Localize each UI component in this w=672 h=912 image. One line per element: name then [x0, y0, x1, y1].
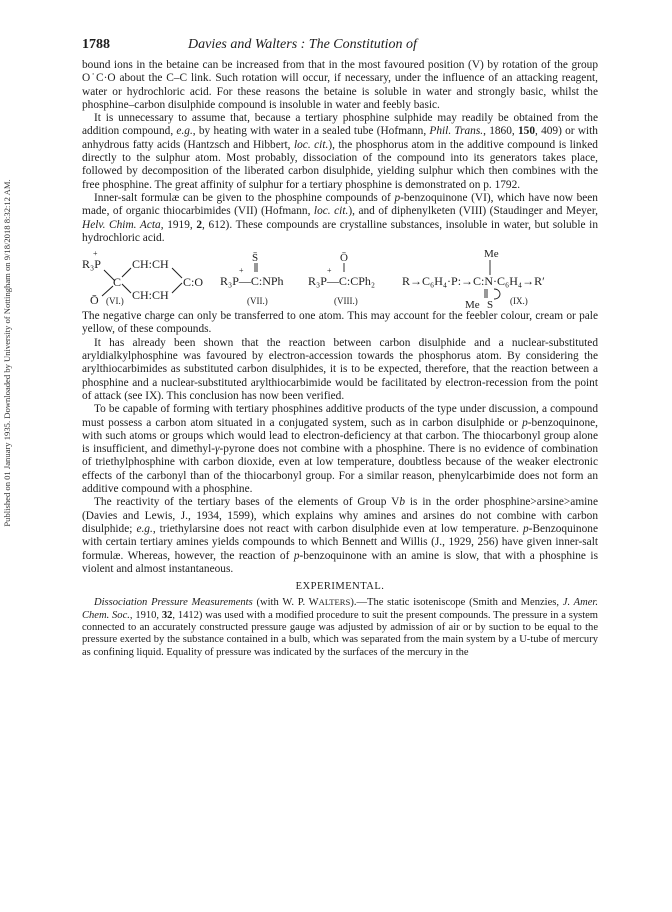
structural-formulas: [82, 248, 598, 308]
svg-text:Ō: Ō: [90, 293, 99, 308]
running-header: [82, 37, 598, 59]
formula-ix-label: (IX.): [510, 296, 528, 307]
svg-text:R₃P—C:NPh: R₃P—C:NPh: [220, 274, 284, 289]
svg-text:S̄: S̄: [252, 252, 259, 265]
svg-text:CH:CH: CH:CH: [132, 257, 169, 272]
paragraph-negative-charge: The negative charge can only be transferred to one atom. This may account for the feebler colour, cream or pale yellow, of these compounds.: [82, 310, 598, 336]
download-watermark-text: Published on 01 January 1935. Downloaded by University of Nottingham on 9/18/2018 8:32:12 AM.: [2, 179, 12, 527]
formula-vi-label: (VI.): [106, 296, 124, 307]
formula-viii: [308, 252, 375, 288]
svg-text:S: S: [487, 299, 494, 309]
paragraph-electron-accession: It has already been shown that the reaction between carbon disulphide and a nuclear-substituted aryldialkylphosphine was favoured by electron-accession towards the phosphorus atom. By considering the arylthiocarbimides as substituted carbon disulphides, it is to be expected, therefore, that the reaction between a phosphine and a nuclear-substituted arylthiocarbimide would be facilitated by electron-recession from the point of attack (see IX). This conclusion has now been verified.: [82, 336, 598, 402]
svg-text:C:O: C:O: [183, 275, 204, 290]
paragraph-inner-salt: Inner-salt formulæ can be given to the phosphine compounds of p-benzoquinone (VI), which have now been made, of organic thiocarbimides (VII) (Hofmann, loc. cit.), and of diphenylketen (VIII) (Staudinger and Meyer, Helv. Chim. Acta, 1919, 2, 612). These compounds are crystalline substances, insoluble in water, but soluble in hydrochloric acid.: [82, 191, 598, 244]
paragraph-betaine: bound ions in the betaine can be increased from that in the most favoured position (V) by rotation of the group O˙C·O about the C–C link. Such rotation will occur, if necessary, under the influence of an attacking reagent, water or hydrochloric acid. For these reasons the betaine is soluble in water and strongly basic, whilst the phosphine–carbon disulphide compound is insoluble in water and feebly basic.: [82, 59, 598, 111]
running-title: Davies and Walters : The Constitution of: [188, 37, 417, 52]
formula-vi: [82, 249, 203, 307]
paragraph-phosphine-sulphide: It is unnecessary to assume that, because a tertiary phosphine sulphide may readily be obtained from the addition compound, e.g., by heating with water in a sealed tube (Hofmann, Phil. Trans., 1860, 150, 409) or with anhydrous fatty acids (Hantzsch and Hibbert, loc. cit.), the phosphorus atom in the additive compound is linked directly to the sulphur atom. Most probably, dissociation of the compound into its generators takes place, followed by decomposition of the liberated carbon disulphide, yielding sulphur which then combines with the free phosphine. The great affinity of sulphur for a tertiary phosphine is demonstrated on p. 1792.: [82, 112, 598, 191]
page-body: [82, 37, 598, 659]
svg-text:R₃P: R₃P: [82, 257, 101, 272]
formula-vii-label: (VII.): [247, 296, 268, 307]
svg-text:CH:CH: CH:CH: [132, 288, 169, 303]
svg-text:C: C: [113, 275, 122, 290]
svg-text:+: +: [239, 266, 244, 276]
formula-viii-label: (VIII.): [334, 296, 358, 307]
paragraph-conjugated-system: To be capable of forming with tertiary phosphines additive products of the type under discussion, a compound must possess a carbon atom situated in a conjugated system, such as in carbon disulphide or p-benzoquinone, with such atoms or groups which would lead to electron-deficiency at that carbon. The thiocarbonyl group alone is insufficient, and dimethyl-γ-pyrone does not combine with a phosphine. There is no evidence of combination of triethylphosphine with carbon dioxide, even at low temperature, doubtless because of the weaker electronic effects of the carbonyl than of the thiocarbonyl group. For a similar reason, phenylcarbimide does not form an additive compound with a phosphine.: [82, 403, 598, 496]
section-heading-experimental: EXPERIMENTAL.: [295, 581, 385, 593]
formula-vii: [220, 252, 284, 288]
svg-text:Me: Me: [465, 299, 480, 309]
svg-text:+: +: [327, 266, 332, 276]
experimental-section: [82, 596, 598, 659]
page-number: 1788: [82, 37, 110, 52]
download-watermark: [0, 118, 14, 588]
svg-text:R→C₆H₄·P:→C:N·C₆H₄→R′: R→C₆H₄·P:→C:N·C₆H₄→R′: [402, 274, 545, 289]
svg-text:Me: Me: [484, 248, 499, 261]
svg-text:+: +: [93, 249, 98, 259]
svg-text:Ō: Ō: [340, 252, 348, 265]
svg-text:R₃P—C:CPh₂: R₃P—C:CPh₂: [308, 274, 376, 289]
paragraph-reactivity: The reactivity of the tertiary bases of the elements of Group Vb is in the order phosphine>arsine>amine (Davies and Lewis, J., 1934, 1599), which explains why amines and arsines do not combine with carbon disulphide; e.g., triethylarsine does not react with carbon disulphide even at low temperature. p-Benzoquinone with certain tertiary amines yields compounds to which Bennett and Willis (J., 1929, 256) have given inner-salt formulæ. Whereas, however, the reaction of p-benzoquinone with an amine is slow, that with a phosphine is violent and almost instantaneous.: [82, 496, 599, 575]
paragraph-dissociation-pressure: Dissociation Pressure Measurements (with W. P. WALTERS).—The static isoteniscope (Smith and Menzies, J. Amer. Chem. Soc., 1910, 32, 1412) was used with a modified procedure to suit the present compounds. The pressure in a system connected to an accurately constructed pressure gauge was adjusted by admission of air or by suction to be equal to the pressure exerted by the substance contained in a bulb, which was separated from the main system by a U-tube of mercury as confining liquid. Equality of pressure was indicated by the surfaces of the mercury in the: [82, 597, 599, 658]
